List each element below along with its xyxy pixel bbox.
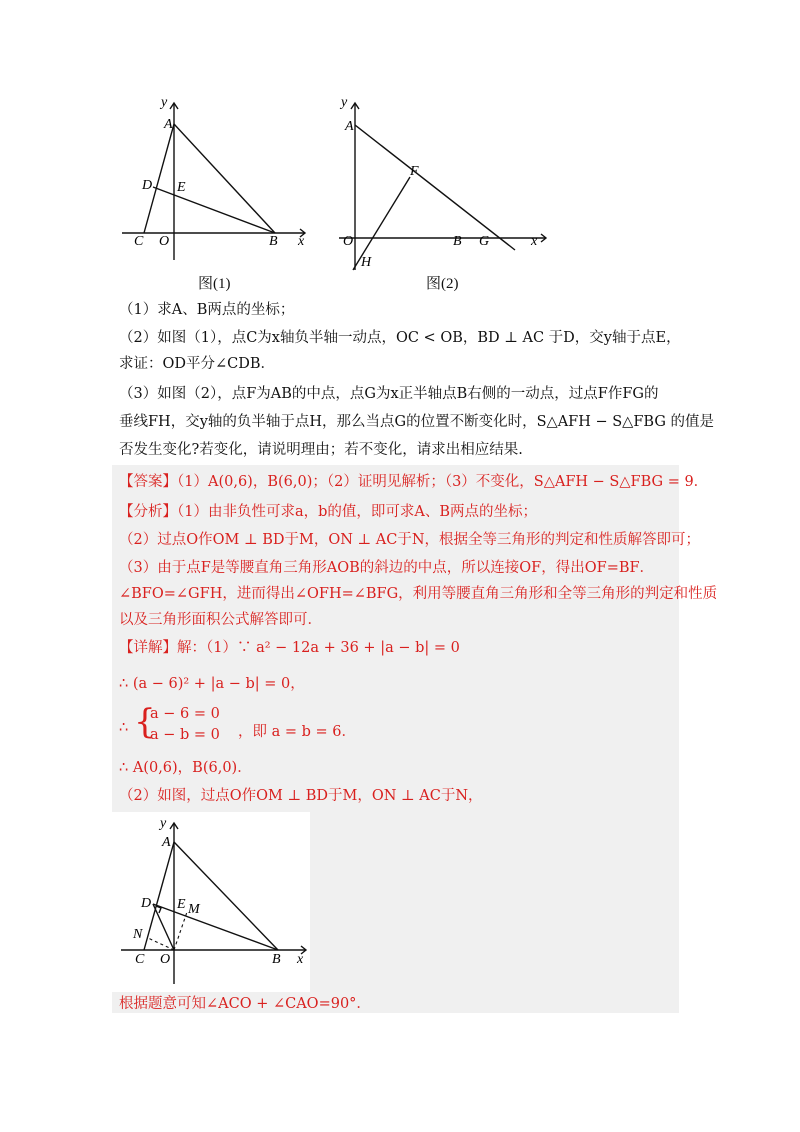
label-x: x xyxy=(297,952,304,967)
label-E: E xyxy=(177,180,186,195)
label-O: O xyxy=(343,234,354,249)
segment-AG xyxy=(355,125,515,250)
label-A: A xyxy=(345,119,354,134)
detail-line-coords: ∴ A(0,6)，B(6,0)． xyxy=(119,760,252,776)
system-brace: { xyxy=(134,702,156,742)
label-B: B xyxy=(272,952,281,967)
system-equation-1: a − 6 = 0 xyxy=(150,706,220,722)
segment-AB xyxy=(174,842,278,950)
label-x: x xyxy=(531,234,538,249)
question-2-line-2: 求证：OD平分∠CDB． xyxy=(119,356,276,372)
label-A: A xyxy=(164,117,173,132)
dashed-OM xyxy=(174,912,187,950)
analysis-line-1: 【分析】（1）由非负性可求a，b的值，即可求A、B两点的坐标； xyxy=(119,504,538,520)
label-F: F xyxy=(410,164,419,179)
label-y: y xyxy=(341,95,348,110)
detail-line-2: ∴ (a − 6)² + |a − b| = 0， xyxy=(119,676,305,692)
label-y: y xyxy=(160,816,167,831)
analysis-line-2: （2）过点O作OM ⊥ BD于M，ON ⊥ AC于N，根据全等三角形的判定和性质解答即可； xyxy=(119,532,701,548)
label-N: N xyxy=(133,927,143,942)
label-M: M xyxy=(188,902,200,917)
segment-AB xyxy=(174,124,275,233)
segment-DB xyxy=(153,187,275,233)
figure-1 xyxy=(118,90,318,260)
system-result: ，即 a = b = 6． xyxy=(238,724,356,740)
segment-DB xyxy=(153,904,278,950)
label-O: O xyxy=(160,952,171,967)
answer-line: 【答案】（1）A(0,6)，B(6,0)；（2）证明见解析；（3）不变化，S△AFH − S△FBG = 9． xyxy=(119,474,709,490)
question-1: （1）求A、B两点的坐标； xyxy=(119,302,295,318)
figure-3 xyxy=(115,812,310,992)
system-prefix: ∴ xyxy=(119,720,129,736)
figure-2 xyxy=(335,90,550,280)
label-O: O xyxy=(159,234,170,249)
label-C: C xyxy=(134,234,144,249)
label-B: B xyxy=(269,234,278,249)
label-x: x xyxy=(298,234,305,249)
question-3-line-2: 垂线FH，交y轴的负半轴于点H，那么当点G的位置不断变化时，S△AFH − S△FBG 的值是 xyxy=(119,414,715,430)
label-H: H xyxy=(361,255,372,270)
question-2-line-1: （2）如图（1），点C为x轴负半轴一动点，OC < OB，BD ⊥ AC 于D，交y轴于点E， xyxy=(119,330,681,346)
label-G: G xyxy=(479,234,490,249)
question-3-line-1: （3）如图（2），点F为AB的中点，点G为x正半轴点B右侧的一动点，过点F作FG的 xyxy=(119,386,659,402)
figure-1-caption: 图(1) xyxy=(198,276,231,292)
label-D: D xyxy=(142,178,153,193)
figure-2-caption: 图(2) xyxy=(426,276,459,292)
label-C: C xyxy=(135,952,145,967)
detail-line-1: 【详解】解：（1）∵ a² − 12a + 36 + |a − b| = 0 xyxy=(119,640,460,656)
system-equation-2: a − b = 0 xyxy=(150,727,220,743)
label-A: A xyxy=(162,835,171,850)
label-D: D xyxy=(141,896,152,911)
label-E: E xyxy=(177,897,186,912)
question-3-line-3: 否发生变化?若变化，请说明理由；若不变化，请求出相应结果. xyxy=(119,442,523,458)
analysis-line-5: 以及三角形面积公式解答即可． xyxy=(119,612,322,628)
detail-part-2-intro: （2）如图，过点O作OM ⊥ BD于M，ON ⊥ AC于N， xyxy=(119,788,483,804)
analysis-line-4: ∠BFO=∠GFH，进而得出∠OFH=∠BFG，利用等腰直角三角形和全等三角形的判定和性质 xyxy=(119,586,718,602)
label-B: B xyxy=(453,234,462,249)
analysis-line-3: （3）由于点F是等腰直角三角形AOB的斜边的中点，所以连接OF，得出OF=BF． xyxy=(119,560,655,576)
label-y: y xyxy=(161,95,168,110)
detail-last-line: 根据题意可知∠ACO + ∠CAO=90°． xyxy=(119,996,371,1012)
